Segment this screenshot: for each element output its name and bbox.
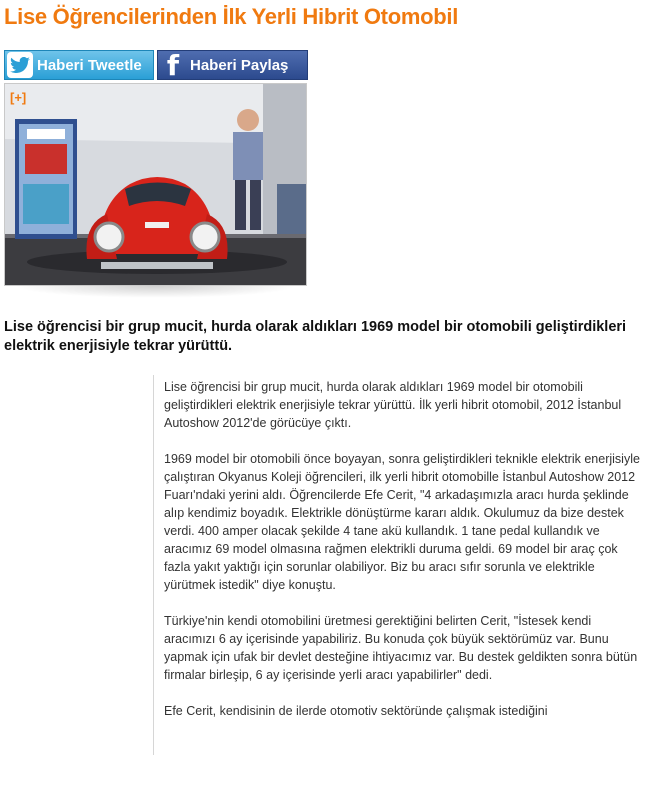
article-paragraph: Efe Cerit, kendisinin de ilerde otomotiv sektöründe çalışmak istediğini bbox=[164, 704, 548, 718]
article-paragraph: 1969 model bir otomobili önce boyayan, sonra geliştirdikleri teknikle elektrik enerjisiyle çalıştıran Okyanus Koleji öğrencileri, ilk yerli hibrit otomobille İstanbul Autoshow 2012 Fuarı'ndaki yerini aldı. Öğrencilerde Efe Cerit, "4 arkadaşımızla aracı hurda şeklinde alıp kendimiz boyadık. Elektrikle dönüştürme kararı aldık. Okulumuz da bize destek verdi. 400 amper olacak şekilde 4 tane akü kullandık. 1 tane pedal kullandık ve aracımız 69 model olmasına rağmen elektrikli duruma geldi. 69 model bir araç çok fazla yakıt yaktığı için sorunlar olabiliyor. Biz bu aracı sıfır sorunla ve elektrikle yürütmek istedik" diye konuştu. bbox=[164, 452, 640, 592]
facebook-f-icon: f bbox=[166, 48, 180, 82]
tweet-button[interactable] bbox=[4, 50, 154, 80]
article-photo[interactable] bbox=[4, 83, 307, 286]
photo-shadow bbox=[14, 286, 297, 298]
article-title: Lise Öğrencilerinden İlk Yerli Hibrit Otomobil bbox=[4, 4, 459, 29]
enlarge-photo-link[interactable]: [+] bbox=[10, 90, 27, 105]
article-body bbox=[164, 378, 646, 738]
car-photo-illustration bbox=[5, 84, 307, 286]
facebook-share-button[interactable] bbox=[157, 50, 308, 80]
facebook-share-label: Haberi Paylaş bbox=[190, 56, 289, 74]
tweet-label: Haberi Tweetle bbox=[37, 56, 142, 74]
article-paragraph: Lise öğrencisi bir grup mucit, hurda olarak aldıkları 1969 model bir otomobili geliştirdikleri elektrik enerjisiyle tekrar yürüttü. İlk yerli hibrit otomobil, 2012 İstanbul Autoshow 2012'de görücüye çıktı. bbox=[164, 380, 622, 430]
article-lead: Lise öğrencisi bir grup mucit, hurda olarak aldıkları 1969 model bir otomobili geliştirdikleri elektrik enerjisiyle tekrar yürüttü. bbox=[4, 319, 627, 354]
twitter-bird-icon bbox=[7, 52, 33, 78]
article-paragraph: Türkiye'nin kendi otomobilini üretmesi gerektiğini belirten Cerit, "İstesek kendi aracımızı 6 ay içerisinde yapabiliriz. Bu konuda çok büyük sektörümüz var. Bunu yapmak için ufak bir devlet desteğine ihtiyacımız var. Bu destek geldikten sonra bütün firmalar birleşip, 6 ay içerisinde yerli aracı yapabilirler" dedi. bbox=[164, 614, 638, 682]
